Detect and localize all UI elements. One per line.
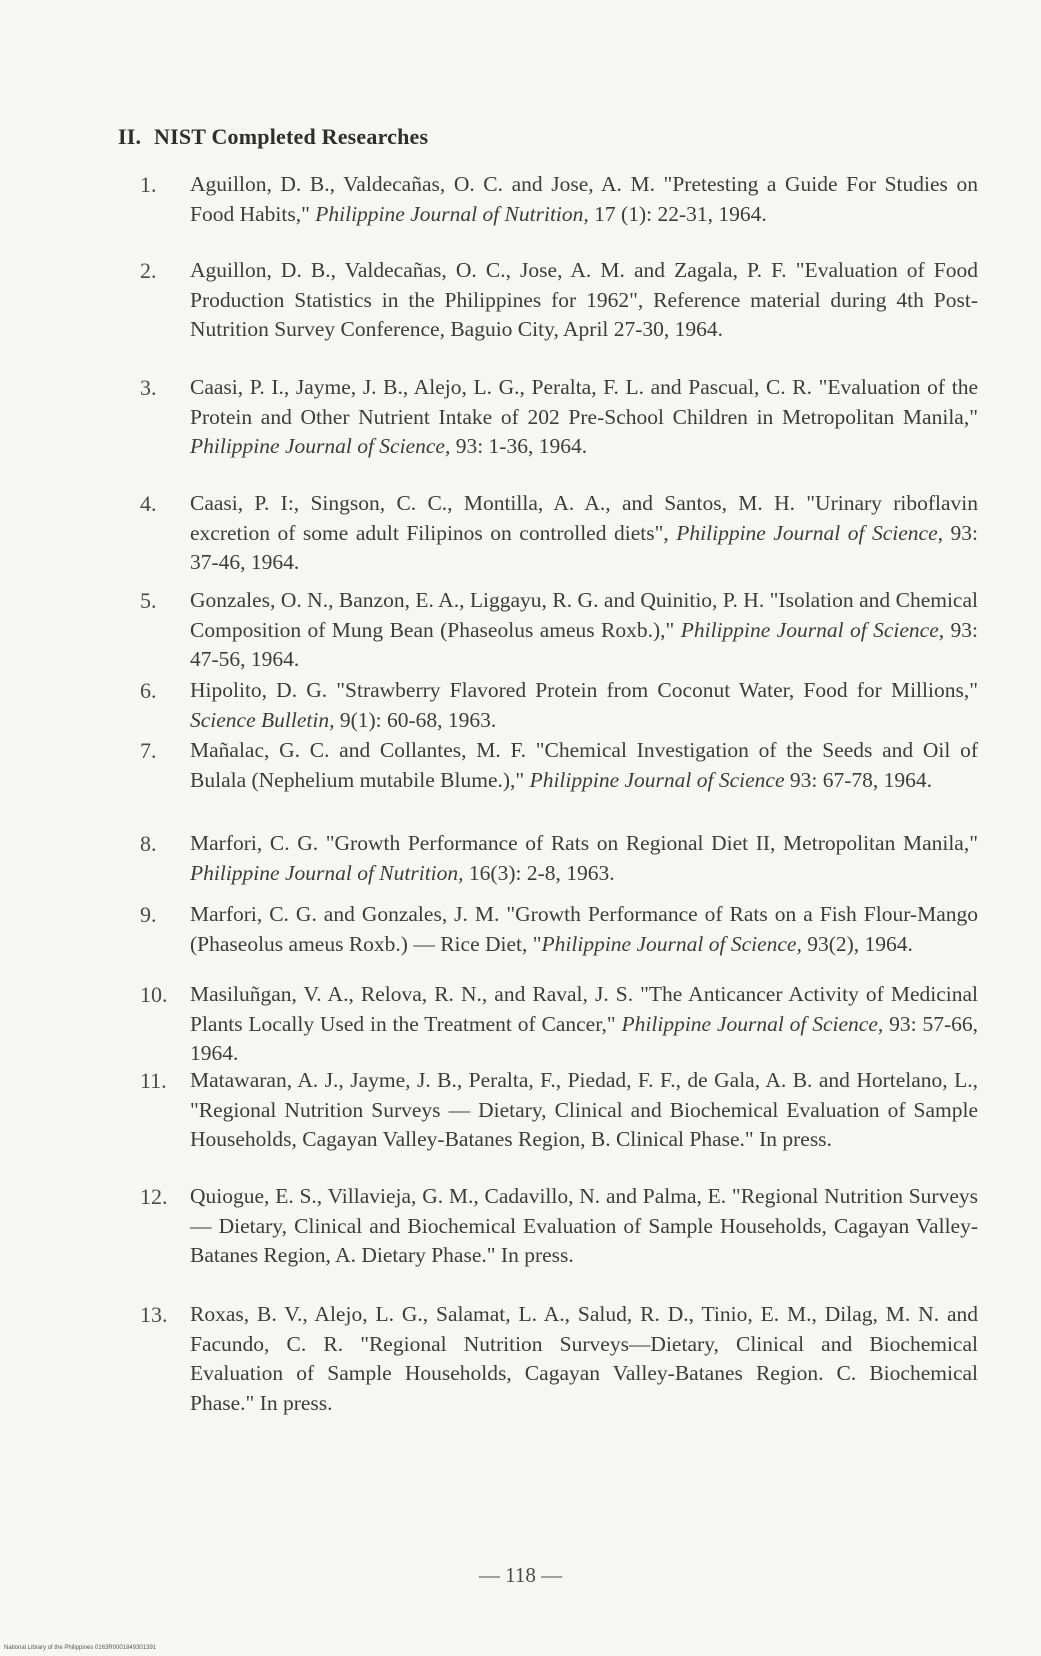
- reference-citation: Masiluñgan, V. A., Relova, R. N., and Raval, J. S. "The Anticancer Activity of Medicinal Plants Locally Used in the Treatment of Cancer,": [190, 982, 978, 1036]
- reference-text: [190, 1182, 978, 1271]
- page-number: — 118 —: [478, 1563, 563, 1587]
- reference-item: [140, 1300, 978, 1418]
- reference-citation: Marfori, C. G. "Growth Performance of Rats on Regional Diet II, Metropolitan Manila,": [190, 831, 978, 855]
- reference-citation: Gonzales, O. N., Banzon, E. A., Liggayu, R. G. and Quinitio, P. H. "Isolation and Chemical Composition of Mung Bean (Phaseolus ameus Roxb.),": [190, 588, 978, 642]
- reference-item: [140, 373, 978, 462]
- journal-name: Philippine Journal of Science: [529, 767, 785, 792]
- reference-volume-pages: 93: 47-56, 1964.: [190, 617, 978, 671]
- reference-text: [190, 676, 978, 735]
- reference-item: [140, 489, 978, 578]
- reference-item: [140, 1066, 978, 1155]
- journal-name: Science Bulletin,: [190, 707, 335, 732]
- reference-citation: Mañalac, G. C. and Collantes, M. F. "Chemical Investigation of the Seeds and Oil of Bulala (Nephelium mutabile Blume.),": [190, 738, 978, 792]
- journal-name: Philippine Journal of Nutrition,: [190, 860, 464, 885]
- reference-number: 6.: [140, 678, 157, 703]
- reference-volume-pages: 93(2), 1964.: [801, 931, 913, 956]
- reference-text: [190, 170, 978, 229]
- journal-name: Philippine Journal of Science,: [621, 1011, 884, 1036]
- archive-footer: National Library of the Philippines 0163R0001849301391: [4, 1645, 157, 1651]
- reference-item: [140, 736, 978, 795]
- journal-name: Philippine Journal of Science,: [541, 931, 802, 956]
- reference-number: 13.: [140, 1302, 168, 1327]
- journal-name: Philippine Journal of Nutrition,: [315, 201, 589, 226]
- journal-name: Philippine Journal of Science,: [676, 520, 943, 545]
- reference-number: 12.: [140, 1184, 168, 1209]
- reference-item: [140, 980, 978, 1069]
- reference-volume-pages: 93: 37-46, 1964.: [190, 520, 978, 574]
- reference-text: [190, 1300, 978, 1418]
- reference-text: [190, 1066, 978, 1155]
- reference-number: 5.: [140, 588, 157, 613]
- journal-name: Philippine Journal of Science,: [680, 617, 945, 642]
- reference-item: [140, 170, 978, 229]
- reference-item: [140, 586, 978, 675]
- reference-citation: Aguillon, D. B., Valdecañas, O. C. and Jose, A. M. "Pretesting a Guide For Studies on Food Habits,": [190, 172, 978, 226]
- reference-text: [190, 256, 978, 345]
- reference-citation: Roxas, B. V., Alejo, L. G., Salamat, L. A., Salud, R. D., Tinio, E. M., Dilag, M. N. and Facundo, C. R. "Regional Nutrition Surveys—Dietary, Clinical and Biochemical Evaluation of Sample Households, Cagayan Valley-Batanes Region. C. Biochemical Phase." In press.: [190, 1302, 978, 1415]
- reference-number: 2.: [140, 258, 157, 283]
- reference-number: 8.: [140, 831, 157, 856]
- reference-number: 9.: [140, 902, 157, 927]
- reference-citation: Hipolito, D. G. "Strawberry Flavored Protein from Coconut Water, Food for Millions,": [190, 678, 978, 702]
- section-title: NIST Completed Researches: [154, 124, 429, 149]
- journal-name: Philippine Journal of Science,: [190, 434, 451, 458]
- reference-item: [140, 1182, 978, 1271]
- section-number: II.: [118, 124, 142, 149]
- reference-text: [190, 373, 978, 462]
- reference-text: [190, 736, 978, 795]
- reference-volume-pages: 9(1): 60-68, 1963.: [334, 707, 497, 732]
- reference-volume-pages: 16(3): 2-8, 1963.: [463, 860, 615, 885]
- reference-citation: Aguillon, D. B., Valdecañas, O. C., Jose, A. M. and Zagala, P. F. "Evaluation of Food Production Statistics in the Philippines for 1962", Reference material during 4th Post-Nutrition Survey Conference, Baguio City, April 27-30, 1964.: [190, 258, 978, 341]
- reference-citation: Caasi, P. I., Jayme, J. B., Alejo, L. G., Peralta, F. L. and Pascual, C. R. "Evaluation of the Protein and Other Nutrient Intake of 202 Pre-School Children in Metropolitan Manila,": [190, 375, 978, 429]
- reference-citation: Marfori, C. G. and Gonzales, J. M. "Growth Performance of Rats on a Fish Flour-Mango (Phaseolus ameus Roxb.) — Rice Diet, ": [190, 902, 978, 956]
- reference-text: [190, 489, 978, 578]
- reference-item: [140, 676, 978, 735]
- reference-number: 11.: [140, 1068, 167, 1093]
- reference-item: [140, 829, 978, 888]
- reference-number: 3.: [140, 375, 157, 400]
- reference-number: 7.: [140, 738, 157, 763]
- reference-volume-pages: 93: 57-66, 1964.: [190, 1011, 978, 1065]
- reference-text: [190, 829, 978, 888]
- reference-volume-pages: 93: 1-36, 1964.: [450, 434, 588, 458]
- reference-number: 4.: [140, 491, 157, 516]
- reference-item: [140, 256, 978, 345]
- reference-volume-pages: 93: 67-78, 1964.: [784, 767, 933, 792]
- reference-citation: Caasi, P. I:, Singson, C. C., Montilla, A. A., and Santos, M. H. "Urinary riboflavin excretion of some adult Filipinos on controlled diets",: [190, 491, 978, 545]
- reference-text: [190, 900, 978, 959]
- section-heading: [118, 124, 428, 150]
- reference-number: 1.: [140, 172, 157, 197]
- reference-number: 10.: [140, 982, 168, 1007]
- reference-item: [140, 900, 978, 959]
- reference-citation: Matawaran, A. J., Jayme, J. B., Peralta, F., Piedad, F. F., de Gala, A. B. and Hortelano, L., "Regional Nutrition Surveys — Dietary, Clinical and Biochemical Evaluation of Sample Households, Cagayan Valley-Batanes Region, B. Clinical Phase." In press.: [190, 1068, 978, 1151]
- reference-text: [190, 586, 978, 675]
- reference-text: [190, 980, 978, 1069]
- reference-citation: Quiogue, E. S., Villavieja, G. M., Cadavillo, N. and Palma, E. "Regional Nutrition Surveys — Dietary, Clinical and Biochemical Evaluation of Sample Households, Cagayan Valley-Batanes Region, A. Dietary Phase." In press.: [190, 1184, 978, 1267]
- reference-volume-pages: 17 (1): 22-31, 1964.: [588, 201, 767, 226]
